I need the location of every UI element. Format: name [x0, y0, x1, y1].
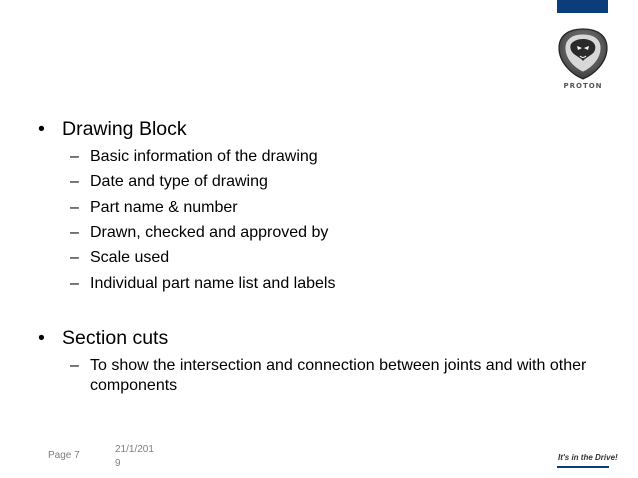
dash-marker: – [70, 357, 79, 374]
list-item [70, 147, 610, 167]
list-item [70, 172, 610, 192]
bullet-section-cuts [38, 326, 168, 350]
list-item [70, 248, 610, 268]
list-item-text: Date and type of drawing [90, 173, 268, 190]
list-item-text: Drawn, checked and approved by [90, 224, 329, 241]
bullet-label: Section cuts [62, 327, 169, 349]
list-item-text: Part name & number [90, 199, 238, 216]
dash-marker: – [70, 224, 79, 241]
tiger-head-emblem-icon [553, 26, 613, 82]
dash-marker: – [70, 173, 79, 190]
bullet-drawing-block [38, 117, 187, 141]
dash-marker: – [70, 148, 79, 165]
list-item [70, 356, 610, 396]
list-item-text: Scale used [90, 249, 170, 266]
dash-marker: – [70, 275, 79, 292]
list-item [70, 198, 610, 218]
list-item-text: To show the intersection and connection between joints and with other components [90, 357, 587, 394]
bullet-label: Drawing Block [62, 118, 187, 140]
bottom-accent-line [557, 466, 609, 468]
list-item-text: Basic information of the drawing [90, 148, 318, 165]
list-item-text: Individual part name list and labels [90, 275, 336, 292]
proton-wordmark: PROTON [563, 82, 603, 90]
page-number: Page 7 [48, 450, 80, 461]
list-item [70, 223, 610, 243]
bullet-dot: • [38, 118, 45, 140]
dash-marker: – [70, 249, 79, 266]
top-accent-bar [557, 0, 608, 13]
dash-marker: – [70, 199, 79, 216]
tagline: It's in the Drive! [558, 453, 618, 462]
slide-date: 21/1/2019 [115, 444, 154, 469]
list-item [70, 274, 610, 294]
bullet-dot: • [38, 327, 45, 349]
